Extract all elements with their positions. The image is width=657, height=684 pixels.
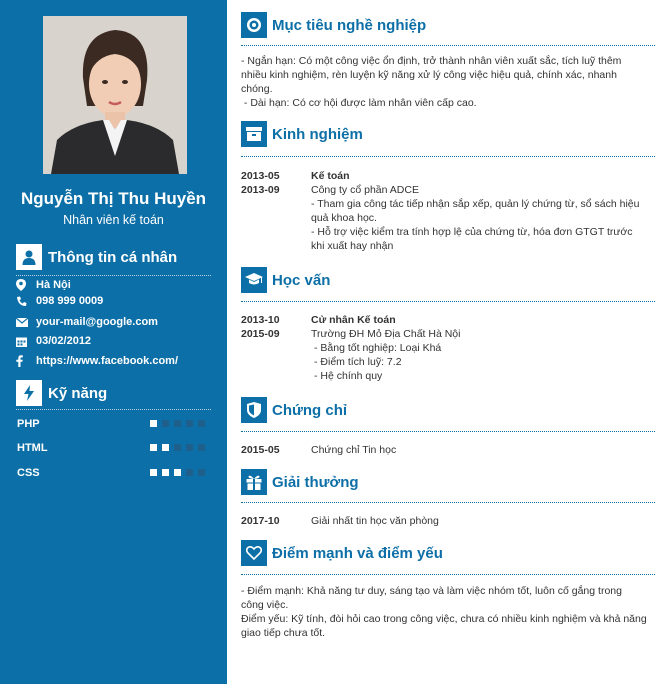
objective-line: - Ngắn hạn: Có một công việc ổn định, trở thành nhân viên xuất sắc, tích luỹ thêm — [241, 55, 622, 67]
map-marker-icon — [16, 279, 30, 291]
experience-title: Kinh nghiệm — [272, 125, 363, 143]
skill-dot-empty — [174, 420, 181, 427]
detail-line: - Hệ chính quy — [314, 370, 383, 382]
skill-dot-empty — [198, 444, 205, 451]
skill-dot-empty — [186, 469, 193, 476]
end-date: 2013-09 — [241, 184, 280, 196]
certificate-name: Chứng chỉ Tin học — [311, 444, 397, 456]
job-role: Kế toán — [311, 170, 350, 182]
birthday-row — [16, 334, 91, 348]
profile-position: Nhân viên kế toán — [63, 213, 164, 227]
calendar-icon — [16, 335, 30, 347]
certificates-header — [241, 397, 347, 423]
divider — [16, 275, 211, 276]
profile-name: Nguyễn Thị Thu Huyền — [20, 189, 207, 208]
skill-name: HTML — [17, 442, 48, 454]
objective-line: - Dài hạn: Có cơ hội được làm nhân viên cấp cao. — [241, 97, 477, 109]
end-date: 2015-09 — [241, 328, 280, 340]
main-content — [227, 0, 657, 684]
divider — [241, 156, 655, 157]
certificates-title: Chứng chỉ — [272, 401, 348, 419]
envelope-icon — [16, 316, 30, 328]
divider — [16, 409, 211, 410]
award-name: Giải nhất tin học văn phòng — [311, 515, 439, 527]
degree-name: Cử nhân Kế toán — [311, 314, 396, 326]
profile-photo — [43, 16, 187, 174]
skills-title: Kỹ năng — [48, 384, 108, 402]
graduation-cap-icon — [241, 267, 267, 293]
detail-line: - Hỗ trợ việc kiểm tra tính hợp lệ của chứng từ, hóa đơn GTGT trước — [311, 226, 633, 238]
skill-level — [150, 469, 210, 476]
phone-icon — [16, 295, 30, 307]
start-date: 2013-05 — [241, 170, 280, 182]
objective-header — [241, 12, 426, 38]
company-name: Công ty cổ phần ADCE — [311, 184, 419, 196]
skill-dot-filled — [162, 469, 169, 476]
skill-dot-filled — [174, 469, 181, 476]
target-icon — [241, 12, 267, 38]
skill-level — [150, 444, 210, 451]
education-title: Học vấn — [272, 271, 331, 289]
detail-line: khi xuất hay nhận — [311, 240, 394, 252]
skill-dot-filled — [150, 444, 157, 451]
detail-line: - Bằng tốt nghiệp: Loại Khá — [314, 342, 442, 354]
awards-header — [241, 469, 359, 495]
skill-name: CSS — [17, 467, 40, 479]
divider — [241, 45, 655, 46]
skill-dot-empty — [198, 469, 205, 476]
bolt-icon — [16, 380, 42, 406]
skills-header — [16, 380, 107, 406]
email-text[interactable]: your-mail@google.com — [36, 316, 158, 328]
email-row[interactable] — [16, 315, 158, 329]
skill-dot-empty — [186, 420, 193, 427]
detail-line: - Điểm tích luỹ: 7.2 — [314, 356, 402, 368]
strengths-line: giao tiếp chưa tốt. — [241, 627, 326, 639]
address-text: Hà Nội — [36, 279, 71, 291]
strengths-title: Điểm mạnh và điểm yếu — [272, 544, 443, 562]
sidebar — [0, 0, 227, 684]
skill-dot-empty — [174, 444, 181, 451]
facebook-row[interactable] — [16, 354, 178, 368]
certificate-date: 2015-05 — [241, 444, 280, 456]
strengths-header — [241, 540, 443, 566]
birthday-text: 03/02/2012 — [36, 335, 92, 347]
objective-title: Mục tiêu nghề nghiệp — [272, 16, 427, 34]
facebook-link[interactable]: https://www.facebook.com/ — [36, 355, 178, 367]
phone-text: 098 999 0009 — [36, 295, 104, 307]
shield-icon — [241, 397, 267, 423]
skill-dot-filled — [162, 444, 169, 451]
skill-item — [17, 418, 212, 430]
skill-dot-filled — [150, 469, 157, 476]
objective-line: nhiều kinh nghiệm, rèn luyện kỹ năng xử lý công việc hiệu quả, chính xác, nhanh — [241, 69, 617, 81]
divider — [241, 301, 655, 302]
phone-row — [16, 294, 103, 308]
skill-item — [17, 467, 212, 479]
experience-entry — [241, 169, 651, 253]
skill-level — [150, 420, 210, 427]
facebook-icon — [16, 355, 30, 367]
address-row — [16, 278, 71, 292]
entry-dates — [241, 313, 303, 341]
entry-dates — [241, 169, 303, 197]
strengths-line: Điểm yếu: Kỹ tính, đòi hỏi cao trong công việc, chưa có nhiều kinh nghiệm và khả năng — [241, 613, 647, 625]
strengths-line: - Điểm mạnh: Khả năng tư duy, sáng tạo và làm việc nhóm tốt, luôn cố gắng trong — [241, 585, 622, 597]
skill-dot-empty — [198, 420, 205, 427]
gift-icon — [241, 469, 267, 495]
school-name: Trường ĐH Mỏ Địa Chất Hà Nội — [311, 328, 461, 340]
skill-name: PHP — [17, 418, 40, 430]
award-entry — [241, 514, 651, 528]
personal-info-header — [16, 244, 177, 270]
strengths-line: công việc. — [241, 599, 289, 611]
detail-line: quả khoa học. — [311, 212, 377, 224]
experience-header — [241, 121, 363, 147]
awards-title: Giải thưởng — [272, 473, 359, 491]
personal-info-title: Thông tin cá nhân — [48, 248, 178, 266]
entry-detail — [311, 169, 651, 253]
divider — [241, 574, 655, 575]
heart-icon — [241, 540, 267, 566]
skill-dot-empty — [186, 444, 193, 451]
entry-detail — [311, 313, 651, 383]
skill-item — [17, 442, 212, 454]
education-header — [241, 267, 330, 293]
user-icon — [16, 244, 42, 270]
education-entry — [241, 313, 651, 385]
briefcase-icon — [241, 121, 267, 147]
divider — [241, 431, 655, 432]
divider — [241, 502, 655, 503]
start-date: 2013-10 — [241, 314, 280, 326]
award-date: 2017-10 — [241, 515, 280, 527]
strengths-text — [241, 584, 651, 640]
objective-line: chóng. — [241, 83, 273, 95]
certificate-entry — [241, 443, 651, 457]
objective-text — [241, 54, 651, 110]
detail-line: - Tham gia công tác tiếp nhận sắp xếp, quản lý chứng từ, sổ sách hiệu — [311, 198, 640, 210]
skill-dot-filled — [150, 420, 157, 427]
skill-dot-empty — [162, 420, 169, 427]
